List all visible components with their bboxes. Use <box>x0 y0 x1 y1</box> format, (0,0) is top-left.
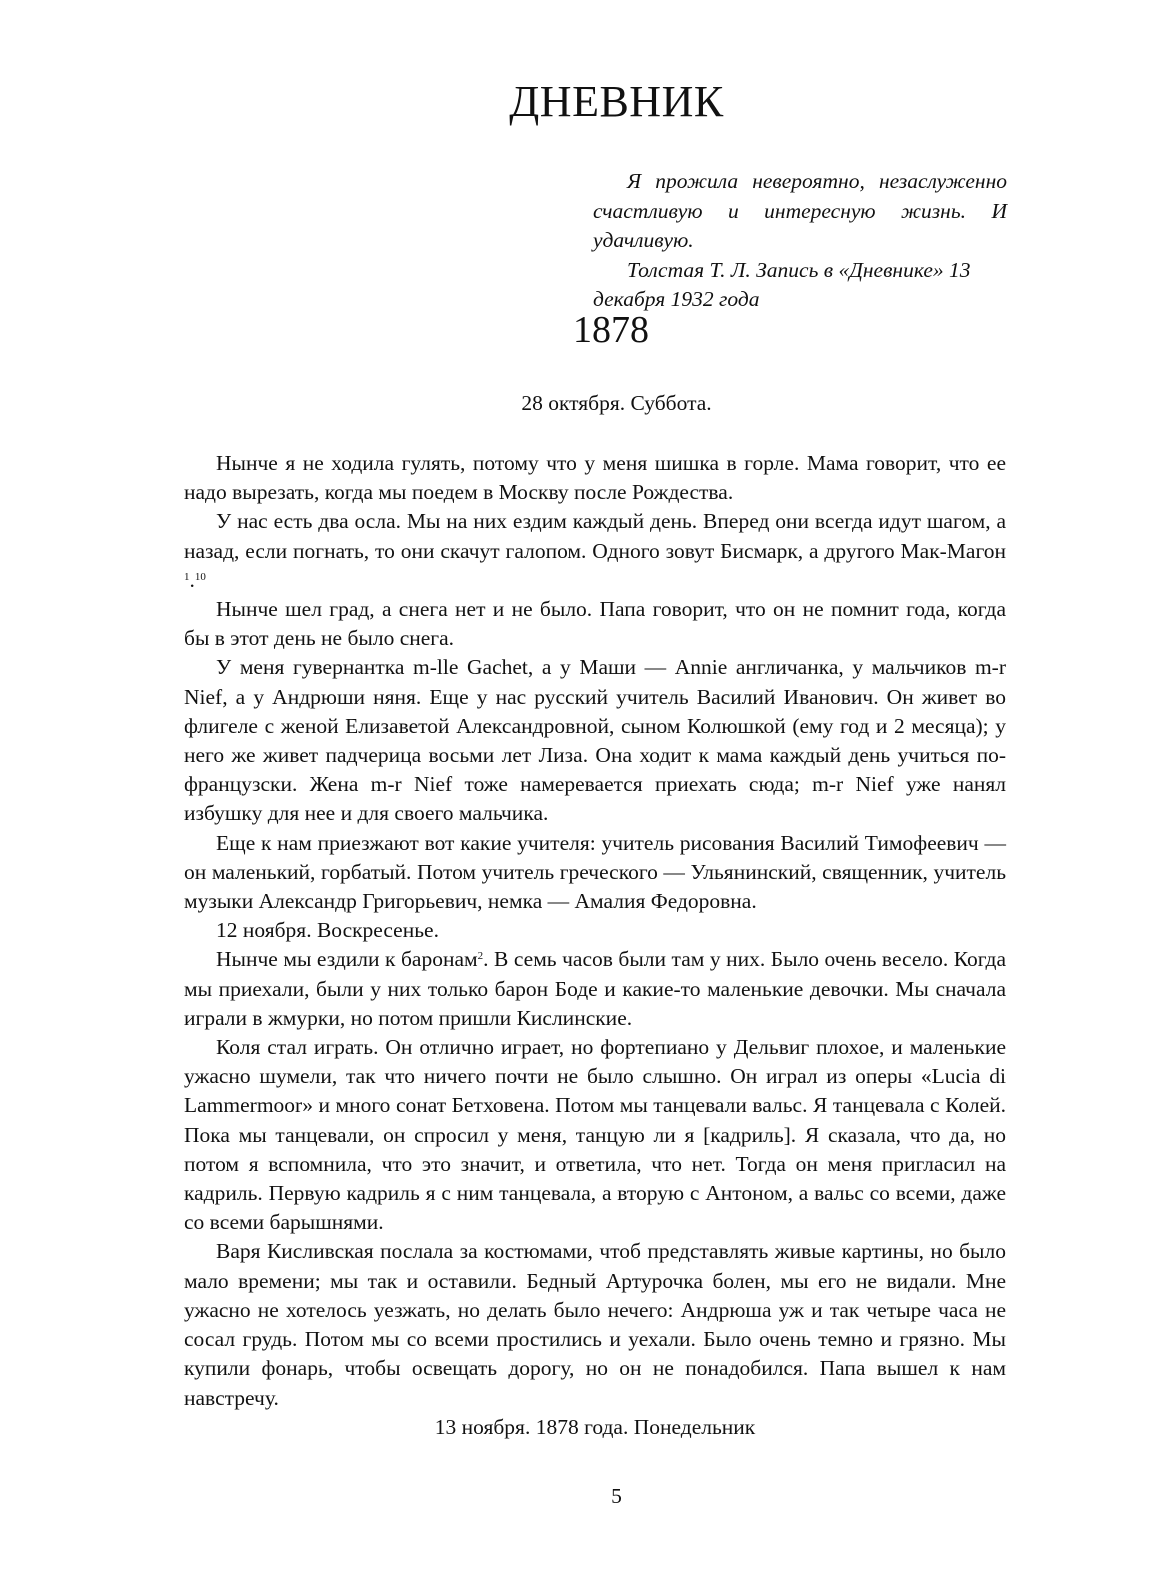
entry-date: 28 октября. Суббота. <box>521 391 712 415</box>
entry-date: 12 ноября. Воскресенье. <box>216 918 439 943</box>
paragraph-text: У нас есть два осла. Мы на них ездим каждый день. Вперед они всегда идут шагом, а назад, если погнать, то они скачут галопом. Одного зовут Бисмарк, а другого Мак-Магон <box>184 509 1006 563</box>
page-title: ДНЕВНИК <box>509 77 724 126</box>
diary-body <box>184 449 1006 1442</box>
paragraph: Коля стал играть. Он отлично играет, но фортепиано у Дельвиг плохое, и маленькие ужасно шумели, так что ничего почти не было слышно. Он играл из оперы «Lucia di Lammermoor» и много сонат Бетховена. Потом мы танцевали вальс. Я танцевала с Колей. Пока мы танцевали, он спросил у меня, танцую ли я [кадриль]. Я сказала, что да, но потом я вспомнила, что это значит, и ответила, что нет. Тогда он меня пригласил на кадриль. Первую кадриль я с ним танцевала, а вторую с Антоном, а вальс со всеми, даже со всеми барышнями. <box>184 1035 1006 1235</box>
paragraph: У меня гувернантка m-lle Gachet, а у Маши — Annie англичанка, у мальчиков m-r Nief, а у Андрюши няня. Еще у нас русский учитель Василий Иванович. Он живет во флигеле с женой Елизаветой Александровной, сыном Колюшкой (ему год и 2 месяца); у него же живет падчерица восьми лет Лиза. Она ходит к мама каждый день учиться по-французски. Жена m-r Nief тоже намеревается приехать сюда; m-r Nief уже нанял избушку для нее и для своего мальчика. <box>184 655 1006 826</box>
footnote-ref: 1 <box>184 570 190 583</box>
paragraph: Нынче шел град, а снега нет и не было. Папа говорит, что он не помнит года, когда бы в этот день не было снега. <box>184 597 1006 651</box>
paragraph-text: Нынче мы ездили к баронам <box>216 947 478 972</box>
footnote-ref: 2 <box>477 950 484 963</box>
epigraph <box>593 167 1007 315</box>
entry-date: 13 ноября. 1878 года. Понедельник <box>434 1414 756 1439</box>
year-heading: 1878 <box>573 309 649 351</box>
paragraph <box>184 507 1006 595</box>
page-number: 5 <box>611 1484 622 1508</box>
footnote-ref: 10 <box>194 570 206 583</box>
paragraph <box>184 945 1006 1033</box>
paragraph: Нынче я не ходила гулять, потому что у меня шишка в горле. Мама говорит, что ее надо вырезать, когда мы поедем в Москву после Рождества. <box>184 451 1006 505</box>
epigraph-text: Я прожила невероятно, незаслуженно счастливую и интересную жизнь. И удачливую. <box>593 169 1007 252</box>
paragraph: Варя Кисливская послала за костюмами, чтоб представлять живые картины, но было мало времени; мы так и оставили. Бедный Артурочка болен, мы его не видали. Мне ужасно не хотелось уезжать, но делать было нечего: Андрюша уж и так четыре часа не сосал грудь. Потом мы со всеми простились и уехали. Было очень темно и грязно. Мы купили фонарь, чтобы освещать дорогу, но он не понадобился. Папа вышел к нам навстречу. <box>184 1239 1006 1410</box>
epigraph-source: Толстая Т. Л. Запись в «Дневнике» 13 декабря 1932 года <box>593 257 971 311</box>
paragraph: Еще к нам приезжают вот какие учителя: учитель рисования Василий Тимофеевич — он маленький, горбатый. Потом учитель греческого — Ульянинский, священник, учитель музыки Александр Григорьевич, немка — Амалия Федоровна. <box>184 830 1006 914</box>
paragraph-text: . В семь часов были там у них. Было очень весело. Когда мы приехали, были у них только барон Боде и какие-то маленькие девочки. Мы сначала играли в жмурки, но потом пришли Кислинские. <box>184 947 1006 1030</box>
punctuation: . <box>189 567 195 592</box>
